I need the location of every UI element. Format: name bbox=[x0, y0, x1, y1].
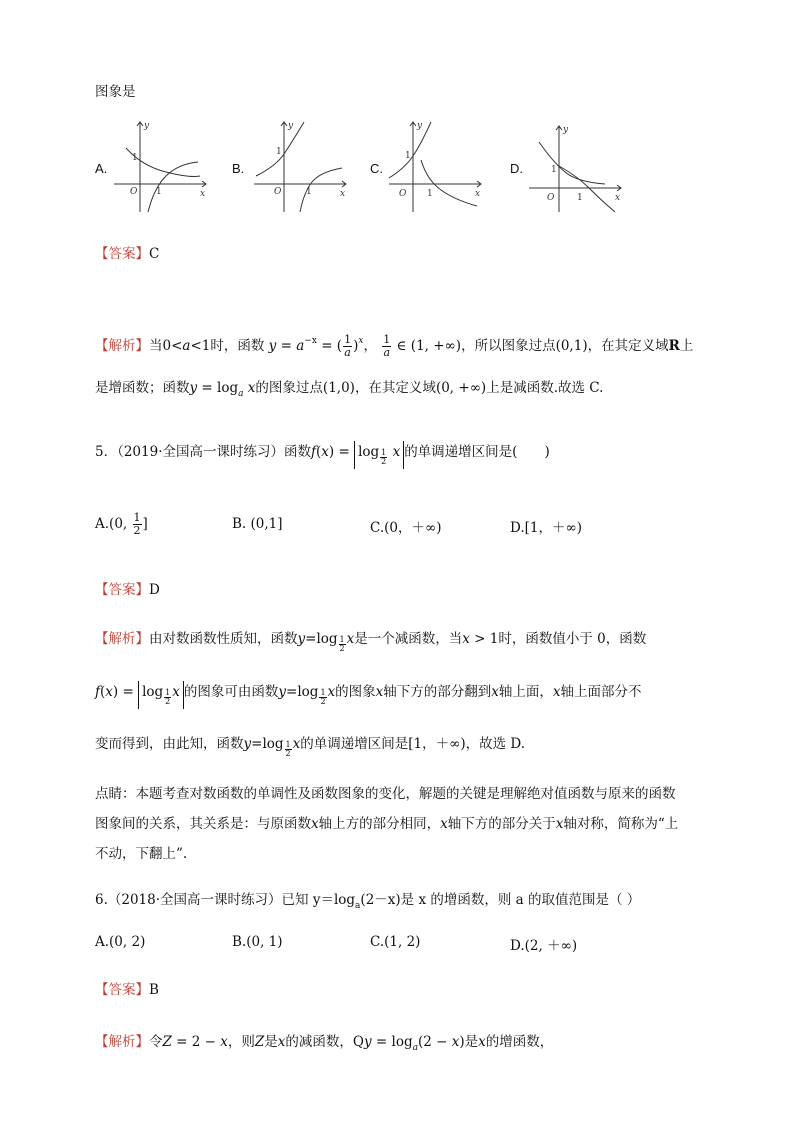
option-b-label: B. bbox=[232, 161, 245, 176]
svg-text:1: 1 bbox=[306, 187, 312, 197]
q5-option-d: D.[1，＋∞) bbox=[510, 520, 583, 536]
q4-answer: C bbox=[149, 246, 160, 262]
svg-text:1: 1 bbox=[551, 165, 557, 175]
svg-text:1: 1 bbox=[577, 193, 583, 203]
q5-note-line-2: 图象间的关系，其关系是：与原函数x轴上方的部分相同，x轴下方的部分关于x轴对称，简称为“上 bbox=[95, 816, 679, 832]
svg-text:x: x bbox=[615, 193, 621, 203]
q6-option-b: B.(0, 1) bbox=[232, 934, 283, 950]
q6-option-c: C.(1, 2) bbox=[370, 934, 421, 950]
q5-note-line-1: 点睛：本题考查对数函数的单调性及函数图象的变化，解题的关键是理解绝对值函数与原来的函数 bbox=[95, 786, 676, 802]
svg-text:y: y bbox=[144, 121, 150, 131]
q5-note-line-3: 不动，下翻上”. bbox=[95, 846, 188, 862]
svg-text:x: x bbox=[475, 189, 481, 199]
q5-option-b: B. (0,1] bbox=[232, 516, 283, 532]
svg-text:1: 1 bbox=[156, 187, 162, 197]
svg-text:O: O bbox=[399, 189, 407, 199]
svg-text:1: 1 bbox=[132, 153, 138, 163]
option-c-label: C. bbox=[370, 161, 383, 176]
option-d-label: D. bbox=[510, 161, 523, 176]
intro-text: 图象是 bbox=[95, 84, 136, 100]
svg-text:y: y bbox=[288, 121, 294, 131]
graph-a bbox=[110, 118, 210, 214]
q5-analysis-line-3: 变而得到，由此知，函数y=log $_{\frac{1}{2}}$ x的单调递增区间是[1，＋∞)，故选 D. bbox=[95, 736, 526, 758]
svg-text:O: O bbox=[274, 187, 282, 197]
q4-analysis-line-1: 【解析】当0<a<1时，函数 $y = a^{-x}$ = ( $\frac{1}{a}$ )$^x$， $\frac{1}{a}$ ∈ (1, +∞)，所以图象过点(0,1)，在其定义域R上 bbox=[95, 333, 694, 359]
q5-analysis-line-2: f(x) = log $_{\frac{1}{2}}$ x 的图象可由函数y=log $_{\frac{1}{2}}$ x的图象x轴下方的部分翻到x轴上面，x轴上面部分不 bbox=[95, 680, 642, 709]
svg-text:O: O bbox=[130, 187, 138, 197]
svg-text:1: 1 bbox=[276, 147, 282, 157]
q4-analysis-line-2: 是增函数；函数$y = \log_a x$的图象过点(1,0)，在其定义域(0, +∞)上是减函数.故选 C. bbox=[95, 380, 604, 399]
q5-option-a: A.(0, $\frac{1}{2}$ ] bbox=[95, 511, 148, 537]
graph-d bbox=[525, 118, 625, 214]
svg-text:O: O bbox=[547, 193, 555, 203]
answer-tag: 【答案】 bbox=[95, 246, 149, 262]
svg-text:x: x bbox=[200, 189, 206, 199]
graph-b bbox=[250, 118, 350, 214]
q4-answer-line bbox=[95, 242, 159, 262]
svg-text:1: 1 bbox=[427, 189, 433, 199]
q5-answer-line: 【答案】D bbox=[95, 582, 160, 598]
svg-text:1: 1 bbox=[405, 151, 411, 161]
svg-text:y: y bbox=[563, 125, 569, 135]
q5-analysis-line-1: 【解析】由对数函数性质知，函数y=log $_{\frac{1}{2}}$ x是一个减函数，当x > 1时，函数值小于 0，函数 bbox=[95, 631, 647, 653]
analysis-tag: 【解析】 bbox=[95, 338, 149, 354]
q5-option-c: C.(0，＋∞) bbox=[370, 520, 442, 536]
graph-c bbox=[385, 118, 485, 214]
q5-stem: 5．（2019·全国高一课时练习）函数f(x) = log $_{\frac{1}{2}}$ x 的单调递增区间是( ) bbox=[95, 440, 550, 469]
q6-option-a: A.(0, 2) bbox=[95, 934, 146, 950]
svg-text:x: x bbox=[340, 189, 346, 199]
q6-answer-line: 【答案】B bbox=[95, 982, 159, 998]
q6-analysis-line-1: 【解析】令Z = 2 − x，则Z是x的减函数，$Qy = \log_a(2 - x)$是x的增函数， bbox=[95, 1034, 554, 1053]
svg-text:y: y bbox=[417, 121, 423, 131]
q6-stem: 6.（2018·全国高一课时练习）已知 $y=\log_a(2-x)$是 x 的增函数，则 a 的取值范围是（ ） bbox=[95, 892, 641, 911]
q6-option-d: D.(2, ＋∞) bbox=[510, 938, 578, 954]
option-a-label: A. bbox=[95, 161, 108, 176]
